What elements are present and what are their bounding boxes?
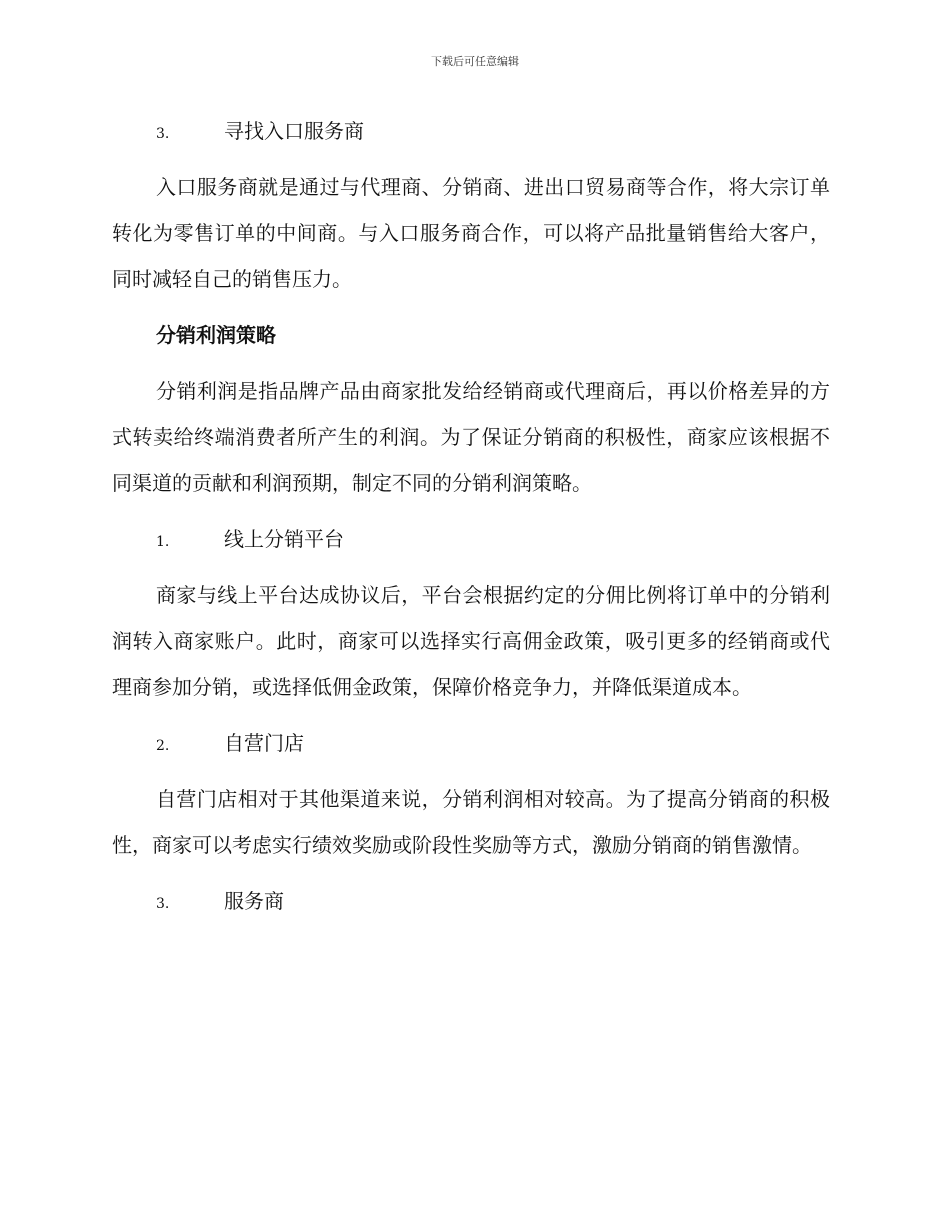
list-item-own-stores xyxy=(112,720,830,766)
list-item-title: 自营门店 xyxy=(224,731,304,755)
paragraph-own-stores: 自营门店相对于其他渠道来说，分销利润相对较高。为了提高分销商的积极性，商家可以考虑实行绩效奖励或阶段性奖励等方式，激励分销商的销售激情。 xyxy=(112,787,830,857)
list-item-title: 寻找入口服务商 xyxy=(224,119,364,143)
document-body xyxy=(112,108,830,924)
list-item-title: 线上分销平台 xyxy=(224,527,344,551)
list-item-find-entry-provider xyxy=(112,108,830,154)
list-item-service-provider xyxy=(112,878,830,924)
list-number: 3. xyxy=(156,896,170,912)
paragraph-online-platform: 商家与线上平台达成协议后，平台会根据约定的分佣比例将订单中的分销利润转入商家账户。此时，商家可以选择实行高佣金政策，吸引更多的经销商或代理商参加分销，或选择低佣金政策，保障价格竞争力，并降低渠道成本。 xyxy=(112,583,830,699)
section-heading: 分销利润策略 xyxy=(156,323,276,347)
list-number: 2. xyxy=(156,738,170,754)
list-item-title: 服务商 xyxy=(224,889,284,913)
paragraph-entry-provider: 入口服务商就是通过与代理商、分销商、进出口贸易商等合作，将大宗订单转化为零售订单的中间商。与入口服务商合作，可以将产品批量销售给大客户，同时减轻自己的销售压力。 xyxy=(112,175,830,291)
list-number: 3. xyxy=(156,126,170,142)
list-number: 1. xyxy=(156,534,170,550)
paragraph-distribution-profit: 分销利润是指品牌产品由商家批发给经销商或代理商后，再以价格差异的方式转卖给终端消费者所产生的利润。为了保证分销商的积极性，商家应该根据不同渠道的贡献和利润预期，制定不同的分销利润策略。 xyxy=(112,379,830,495)
list-item-online-platform xyxy=(112,516,830,562)
page-header: 下载后可任意编辑 xyxy=(431,55,519,68)
